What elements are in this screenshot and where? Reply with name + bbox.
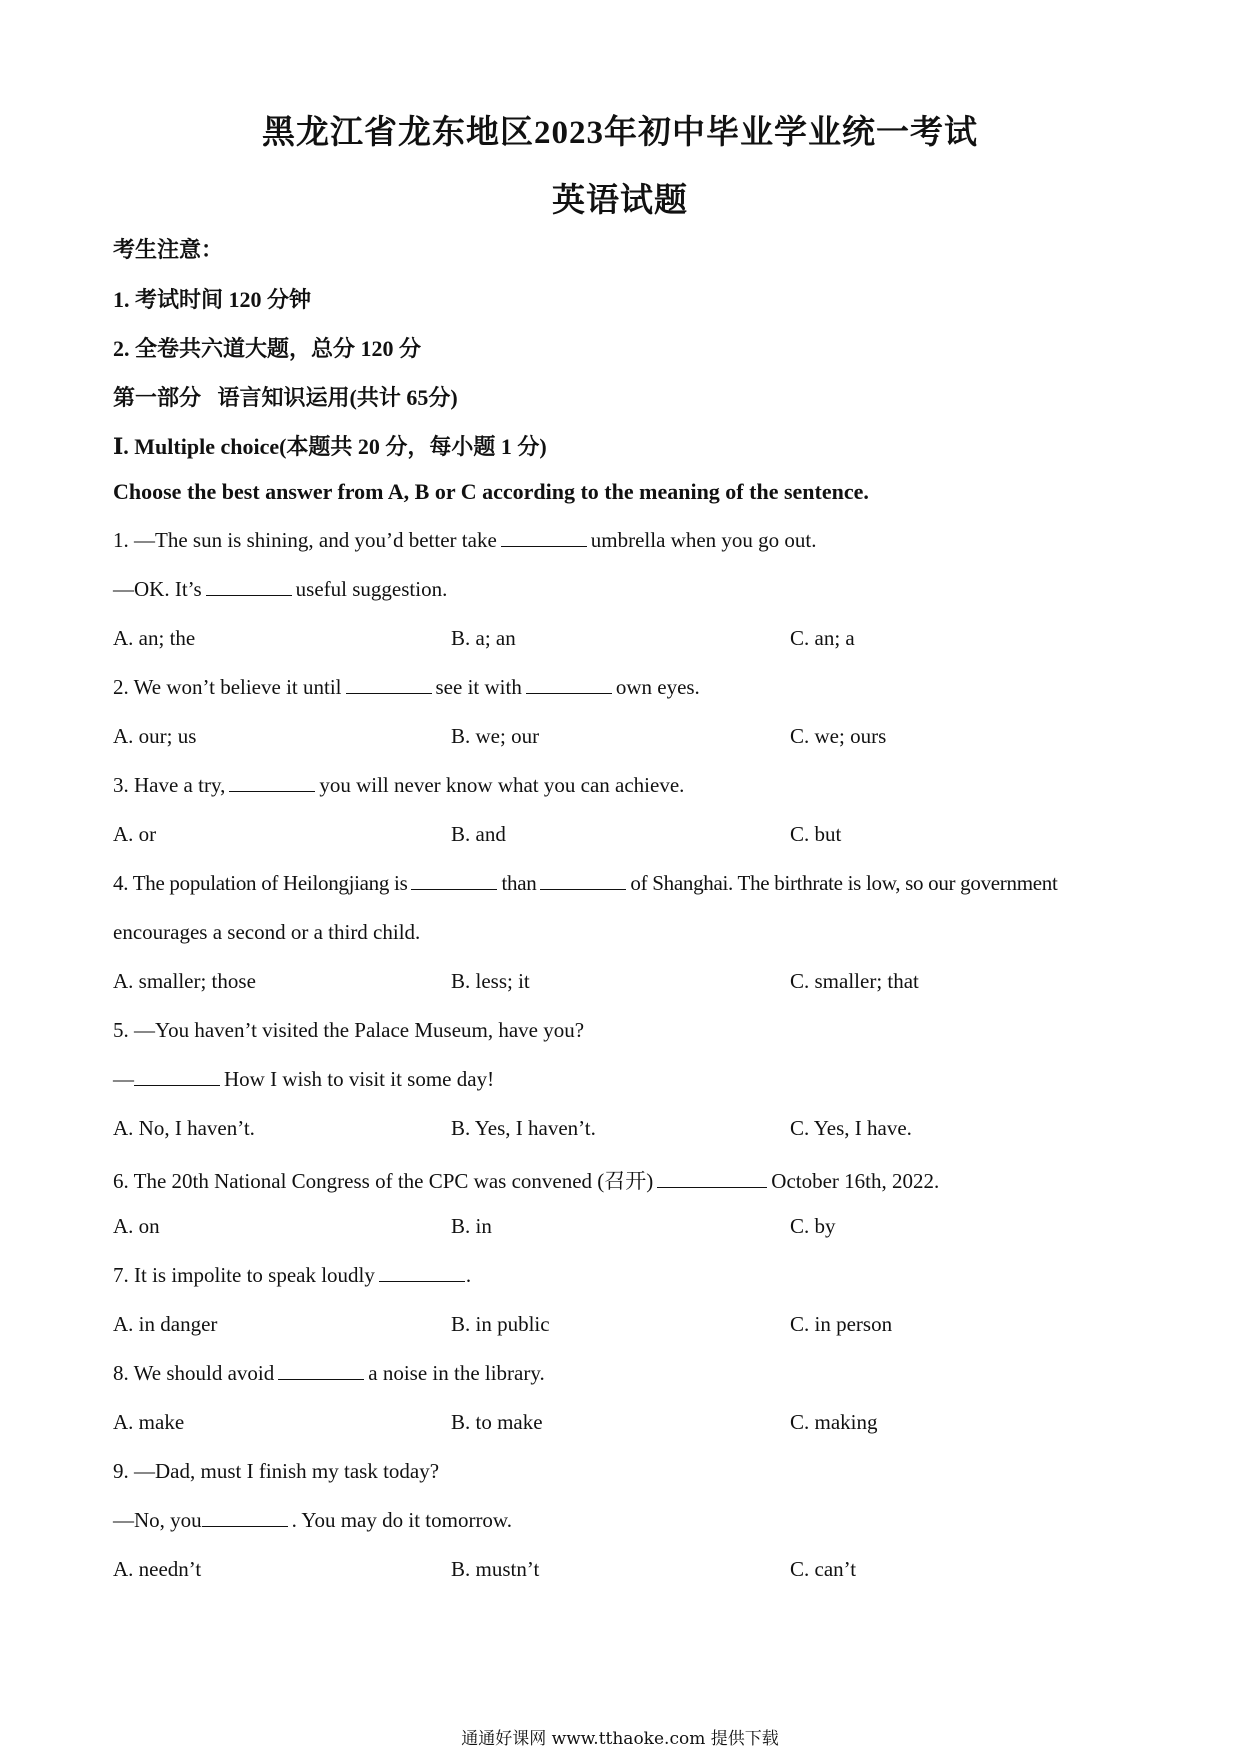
answer-blank bbox=[134, 1084, 220, 1086]
question-4-stem bbox=[113, 871, 1057, 896]
answer-blank bbox=[657, 1186, 767, 1188]
question-1-text-c: —OK. It’s bbox=[113, 577, 202, 601]
answer-blank bbox=[540, 888, 626, 890]
question-5-option-b: B. Yes, I haven’t. bbox=[451, 1116, 596, 1140]
question-8-text-a: 8. We should avoid bbox=[113, 1361, 275, 1385]
question-8-stem bbox=[113, 1361, 545, 1386]
question-9-option-b: B. mustn’t bbox=[451, 1557, 540, 1581]
question-1-option-b: B. a; an bbox=[451, 626, 516, 650]
question-4-text-b: than bbox=[501, 871, 537, 895]
section-instruction: Choose the best answer from A, B or C according to the meaning of the sentence. bbox=[113, 479, 869, 504]
question-1-text-a: 1. —The sun is shining, and you’d better take bbox=[113, 528, 497, 552]
question-4-text-a: 4. The population of Heilongjiang is bbox=[113, 871, 408, 895]
question-8-option-c: C. making bbox=[790, 1410, 878, 1434]
question-6-option-c: C. by bbox=[790, 1214, 836, 1238]
question-2-option-a: A. our; us bbox=[113, 724, 197, 748]
question-1-option-c: C. an; a bbox=[790, 626, 855, 650]
notice-item-score: 2. 全卷共六道大题，总分 120 分 bbox=[113, 336, 422, 361]
question-7-option-b: B. in public bbox=[451, 1312, 550, 1336]
question-5-text-a: — bbox=[113, 1067, 134, 1091]
question-7-stem bbox=[113, 1263, 471, 1288]
part-title: 第一部分 语言知识运用(共计 65分) bbox=[113, 385, 458, 410]
question-5-option-c: C. Yes, I have. bbox=[790, 1116, 912, 1140]
question-7-text-a: 7. It is impolite to speak loudly bbox=[113, 1263, 375, 1287]
question-2-text-c: own eyes. bbox=[615, 675, 700, 699]
question-6-text-a: 6. The 20th National Congress of the CPC was convened (召开) bbox=[113, 1169, 654, 1193]
answer-blank bbox=[501, 545, 587, 547]
question-8-text-b: a noise in the library. bbox=[368, 1361, 545, 1385]
question-6-text-b: October 16th, 2022. bbox=[771, 1169, 940, 1193]
question-1-stem bbox=[113, 528, 816, 553]
question-3-text-a: 3. Have a try, bbox=[113, 773, 226, 797]
question-3-stem bbox=[113, 773, 684, 798]
question-2-option-c: C. we; ours bbox=[790, 724, 887, 748]
answer-blank bbox=[202, 1525, 288, 1527]
question-9-option-a: A. needn’t bbox=[113, 1557, 202, 1581]
question-5-reply bbox=[113, 1067, 494, 1092]
question-2-text-a: 2. We won’t believe it until bbox=[113, 675, 342, 699]
exam-subtitle: 英语试题 bbox=[552, 183, 688, 219]
answer-blank bbox=[278, 1378, 364, 1380]
exam-title: 黑龙江省龙东地区2023年初中毕业学业统一考试 bbox=[262, 115, 978, 151]
answer-blank bbox=[526, 692, 612, 694]
question-5-text-b: How I wish to visit it some day! bbox=[224, 1067, 495, 1091]
question-4-stem-continued: encourages a second or a third child. bbox=[113, 920, 421, 944]
question-7-text-b: . bbox=[465, 1263, 472, 1287]
question-5-stem: 5. —You haven’t visited the Palace Museum, have you? bbox=[113, 1018, 585, 1042]
question-3-option-c: C. but bbox=[790, 822, 842, 846]
section-title: Ⅰ. Multiple choice(本题共 20 分，每小题 1 分) bbox=[113, 434, 547, 459]
answer-blank bbox=[379, 1280, 465, 1282]
question-7-option-c: C. in person bbox=[790, 1312, 893, 1336]
question-9-stem: 9. —Dad, must I finish my task today? bbox=[113, 1459, 440, 1483]
question-2-option-b: B. we; our bbox=[451, 724, 540, 748]
question-9-option-c: C. can’t bbox=[790, 1557, 857, 1581]
question-4-option-b: B. less; it bbox=[451, 969, 530, 993]
question-6-stem bbox=[113, 1165, 939, 1195]
question-6-option-b: B. in bbox=[451, 1214, 492, 1238]
question-9-reply bbox=[113, 1508, 512, 1533]
answer-blank bbox=[411, 888, 497, 890]
question-1-option-a: A. an; the bbox=[113, 626, 196, 650]
answer-blank bbox=[206, 594, 292, 596]
question-4-option-c: C. smaller; that bbox=[790, 969, 919, 993]
question-4-option-a: A. smaller; those bbox=[113, 969, 256, 993]
question-8-option-b: B. to make bbox=[451, 1410, 543, 1434]
question-8-option-a: A. make bbox=[113, 1410, 185, 1434]
question-3-option-b: B. and bbox=[451, 822, 506, 846]
question-3-option-a: A. or bbox=[113, 822, 157, 846]
answer-blank bbox=[229, 790, 315, 792]
question-1-text-b: umbrella when you go out. bbox=[590, 528, 817, 552]
question-1-text-d: useful suggestion. bbox=[295, 577, 448, 601]
question-9-text-b: . You may do it tomorrow. bbox=[291, 1508, 512, 1532]
question-6-option-a: A. on bbox=[113, 1214, 160, 1238]
question-2-stem bbox=[113, 675, 700, 700]
notice-item-time: 1. 考试时间 120 分钟 bbox=[113, 287, 312, 312]
question-7-option-a: A. in danger bbox=[113, 1312, 218, 1336]
question-4-text-c: of Shanghai. The birthrate is low, so our government bbox=[630, 871, 1058, 895]
question-3-text-b: you will never know what you can achieve. bbox=[319, 773, 685, 797]
question-9-text-a: —No, you bbox=[113, 1508, 202, 1532]
notice-heading: 考生注意： bbox=[113, 237, 224, 262]
question-2-text-b: see it with bbox=[435, 675, 522, 699]
page-footer: 通通好课网 www.tthaoke.com 提供下载 bbox=[461, 1729, 779, 1749]
question-1-reply bbox=[113, 577, 447, 602]
question-5-option-a: A. No, I haven’t. bbox=[113, 1116, 255, 1140]
answer-blank bbox=[346, 692, 432, 694]
